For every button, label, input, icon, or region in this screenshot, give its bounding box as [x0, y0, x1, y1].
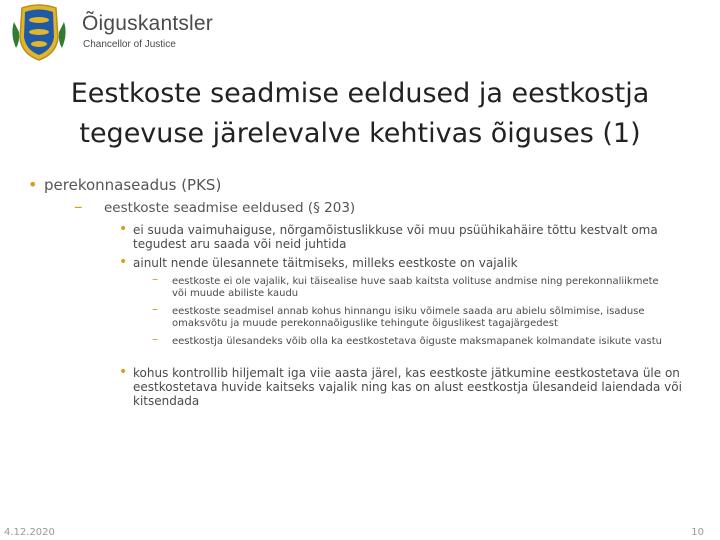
bullet-level4: [152, 302, 672, 329]
bullet-text: ei suuda vaimuhaiguse, nõrgamõistuslikkuse või muu psüühikahäire tõttu kestvalt oma tegudest aru saada või neid juhtida: [133, 223, 658, 251]
slide-title: [30, 74, 690, 154]
bullet-text: perekonnaseadus (PKS): [44, 176, 222, 194]
bullet-text: ainult nende ülesannete täitmiseks, milleks eestkoste on vajalik: [133, 256, 518, 270]
dash-bullet-icon: –: [152, 302, 158, 316]
page-number: 10: [691, 527, 704, 538]
title-line-1: Eestkoste seadmise eeldused ja eestkostja: [70, 78, 650, 109]
bullet-level2: [74, 197, 356, 217]
org-name: Õiguskantsler: [82, 12, 213, 35]
footer-date: 4.12.2020: [4, 527, 55, 538]
bullet-level3: [119, 254, 693, 270]
bullet-dot-icon: •: [28, 175, 38, 194]
logo: [8, 2, 213, 62]
dash-bullet-icon: –: [74, 197, 83, 217]
bullet-level3: [119, 221, 693, 251]
dash-bullet-icon: –: [152, 272, 158, 286]
bullet-text: kohus kontrollib hiljemalt iga viie aasta järel, kas eestkoste jätkumine eestkostetava üle on eestkostetava huvide kaitseks vajalik ning kas on alust eestkostja ülesandeid laiendada või kitsendada: [133, 366, 682, 408]
bullet-dot-icon: •: [119, 221, 128, 237]
title-line-2: tegevuse järelevalve kehtivas õiguses (1): [79, 118, 641, 149]
bullet-dot-icon: •: [119, 254, 128, 270]
bullet-level4: [152, 272, 672, 299]
org-subtitle: Chancellor of Justice: [83, 39, 176, 50]
bullet-level1: [28, 175, 222, 194]
bullet-text: eestkoste seadmise eeldused (§ 203): [104, 200, 356, 216]
bullet-level3: [119, 364, 693, 408]
coat-of-arms-icon: [8, 2, 70, 62]
bullet-dot-icon: •: [119, 364, 128, 380]
bullet-text: eestkoste ei ole vajalik, kui täisealise huve saab kaitsta volituse andmise ning perekonnaliikmete või muude abiliste kaudu: [172, 276, 659, 299]
bullet-level4: [152, 332, 672, 348]
bullet-text: eestkostja ülesandeks võib olla ka eestkostetava õiguste maksmapanek kolmandate isikute vastu: [172, 336, 662, 347]
bullet-text: eestkoste seadmisel annab kohus hinnangu isiku võimele saada aru abielu sõlmimise, isaduse omaksvõtu ja muude perekonnaõiguslike tehingute õiguslikest tagajärgedest: [172, 306, 645, 329]
dash-bullet-icon: –: [152, 332, 158, 346]
